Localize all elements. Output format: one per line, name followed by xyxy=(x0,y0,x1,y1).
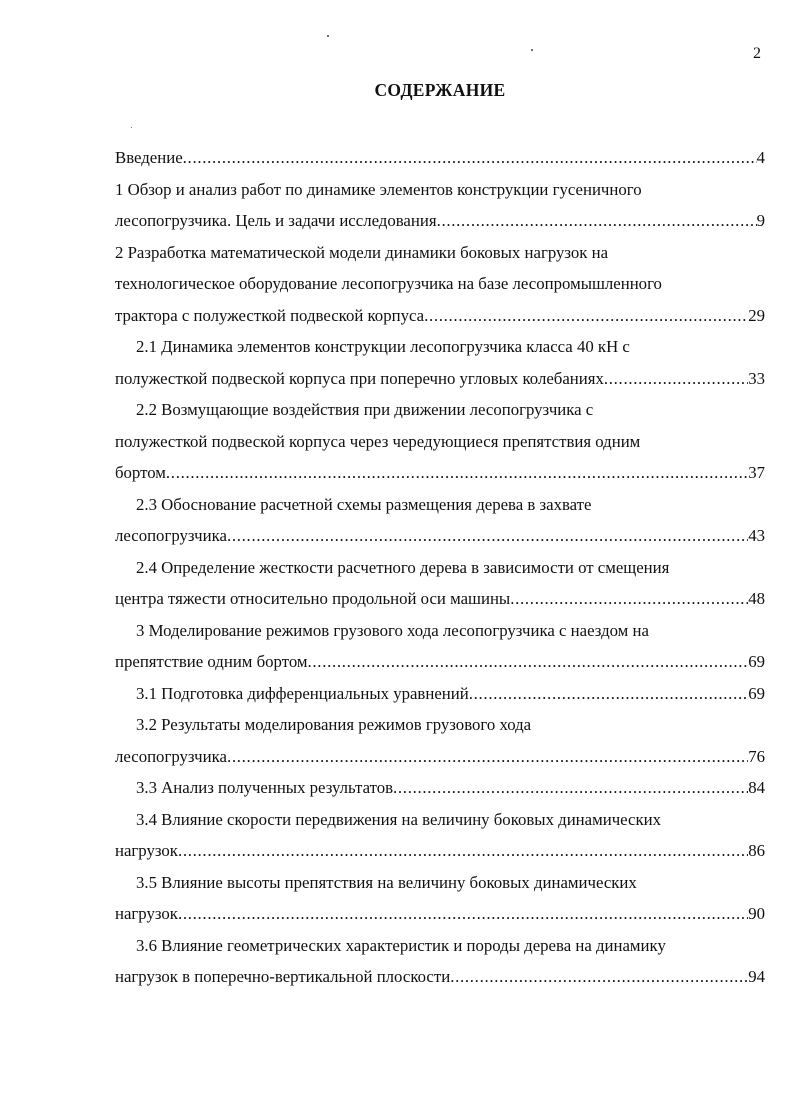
dot-leader xyxy=(510,583,748,615)
toc-entry xyxy=(115,930,765,993)
page-number: 2 xyxy=(753,45,761,62)
toc-entry xyxy=(115,867,765,930)
scan-speck xyxy=(131,127,132,128)
dot-leader xyxy=(178,835,748,867)
toc-entry-line: лесопогрузчика. Цель и задачи исследования xyxy=(115,211,437,230)
toc-page-number: 69 xyxy=(748,683,765,703)
toc-entry-line: трактора с полужесткой подвеской корпуса xyxy=(115,305,425,325)
toc-page-number: 37 xyxy=(748,463,765,482)
toc-entry xyxy=(115,709,765,772)
toc-entry-line: полужесткой подвеской корпуса через чередующиеся препятствия одним xyxy=(115,431,641,451)
toc-entry-line: 1 Обзор и анализ работ по динамике элементов конструкции гусеничного xyxy=(115,179,642,199)
toc-page-number: 43 xyxy=(748,526,765,545)
toc-entry xyxy=(115,552,765,615)
toc-page-number: 4 xyxy=(756,148,765,167)
toc-entry-line: 3.3 Анализ полученных результатов xyxy=(136,778,394,797)
toc-entry-line: 3.1 Подготовка дифференциальных уравнений xyxy=(136,683,469,703)
toc-entry xyxy=(115,394,765,489)
dot-leader xyxy=(604,363,748,395)
dot-leader xyxy=(166,457,748,489)
toc-entry-line: 3.6 Влияние геометрических характеристик и породы дерева на динамику xyxy=(136,935,666,955)
toc-page-number: 33 xyxy=(748,368,765,388)
dot-leader xyxy=(178,898,748,930)
toc-entry-line: 3.4 Влияние скорости передвижения на величину боковых динамических xyxy=(136,809,661,829)
toc-page-number: 76 xyxy=(748,746,765,766)
dot-leader xyxy=(437,205,757,237)
toc-entry xyxy=(115,142,765,174)
toc-entry-line: 2.2 Возмущающие воздействия при движении лесопогрузчика с xyxy=(136,400,594,419)
table-of-contents xyxy=(115,142,765,993)
toc-page-number: 90 xyxy=(748,904,765,923)
dot-leader xyxy=(424,300,748,332)
toc-entry-line: 3 Моделирование режимов грузового хода лесопогрузчика с наездом на xyxy=(136,620,649,640)
scan-speck xyxy=(327,35,329,37)
toc-entry-line: полужесткой подвеской корпуса при поперечно угловых колебаниях xyxy=(115,368,604,388)
toc-page-number: 48 xyxy=(748,589,765,608)
scan-speck xyxy=(531,49,533,51)
toc-entry xyxy=(115,615,765,678)
toc-entry xyxy=(115,678,765,710)
dot-leader xyxy=(469,678,748,710)
toc-entry-line: нагрузок xyxy=(115,841,178,860)
dot-leader xyxy=(183,142,757,174)
toc-entry xyxy=(115,804,765,867)
toc-page-number: 94 xyxy=(748,967,765,986)
toc-entry-line: нагрузок в поперечно-вертикальной плоскости xyxy=(115,967,451,986)
toc-entry xyxy=(115,489,765,552)
toc-entry-line: 3.5 Влияние высоты препятствия на величину боковых динамических xyxy=(136,872,637,892)
toc-entry-line: Введение xyxy=(115,148,183,167)
toc-entry-line: препятствие одним бортом xyxy=(115,652,308,671)
toc-entry xyxy=(115,331,765,394)
toc-entry-line: 3.2 Результаты моделирования режимов грузового хода xyxy=(136,715,532,734)
toc-page-number: 69 xyxy=(748,652,765,671)
toc-entry-line: 2.3 Обоснование расчетной схемы размещения дерева в захвате xyxy=(136,494,592,514)
toc-entry-line: 2.4 Определение жесткости расчетного дерева в зависимости от смещения xyxy=(136,557,670,577)
toc-page-number: 29 xyxy=(748,305,765,325)
dot-leader xyxy=(450,961,748,993)
dot-leader xyxy=(393,772,748,804)
toc-entry-line: технологическое оборудование лесопогрузчика на базе лесопромышленного xyxy=(115,274,662,293)
toc-entry-line: лесопогрузчика xyxy=(115,526,227,545)
toc-page-number: 86 xyxy=(748,841,765,860)
dot-leader xyxy=(227,520,748,552)
dot-leader xyxy=(227,741,748,773)
toc-page-number: 9 xyxy=(756,211,765,230)
toc-entry-line: нагрузок xyxy=(115,904,178,923)
toc-entry-line: 2.1 Динамика элементов конструкции лесопогрузчика класса 40 кН с xyxy=(136,337,630,356)
page-title: СОДЕРЖАНИЕ xyxy=(374,80,506,100)
toc-entry-line: бортом xyxy=(115,463,166,482)
toc-entry-line: центра тяжести относительно продольной оси машины xyxy=(115,589,511,608)
toc-page-number: 84 xyxy=(748,778,765,797)
toc-entry-line: 2 Разработка математической модели динамики боковых нагрузок на xyxy=(115,242,609,262)
dot-leader xyxy=(308,646,749,678)
toc-entry xyxy=(115,237,765,332)
toc-entry-line: лесопогрузчика xyxy=(115,746,227,766)
toc-entry xyxy=(115,772,765,804)
toc-entry xyxy=(115,174,765,237)
